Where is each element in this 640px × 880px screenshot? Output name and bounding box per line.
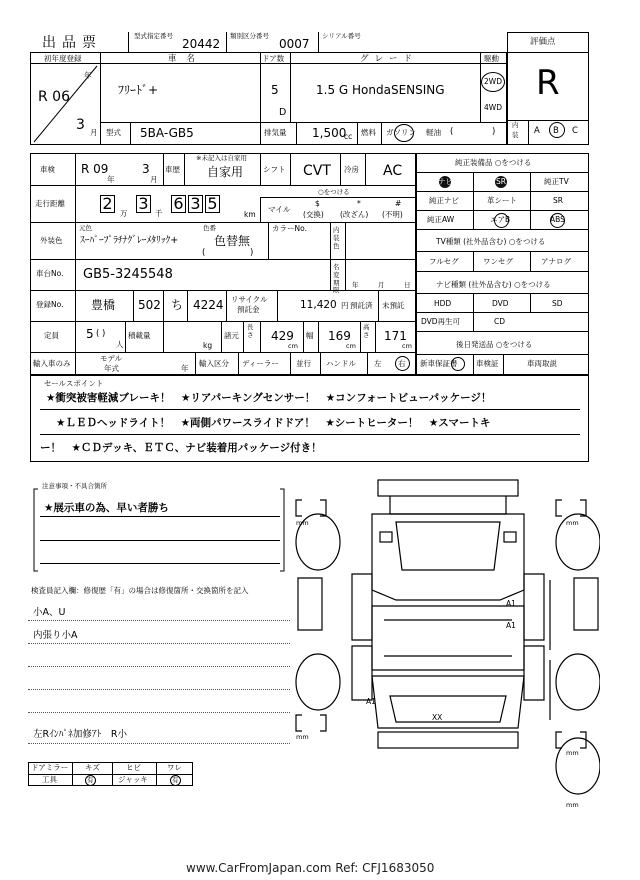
doors-label: ドア数 [262, 54, 285, 63]
fuel-gasoline: ガソリン [386, 128, 416, 137]
equip-airbag: エアB [490, 215, 511, 224]
grade: 1.5 G HondaSENSING [316, 83, 445, 97]
plate-class: 502 [138, 298, 161, 312]
class-no-label: 類別区分番号 [230, 32, 269, 40]
serial-label: シリアル番号 [322, 32, 361, 40]
displacement: 1,500 [312, 126, 347, 140]
mileage-digit: 2 [100, 195, 115, 213]
acc-jack-present: 有 [172, 776, 179, 784]
sales-point-label: セールスポイント [44, 379, 104, 388]
shift: CVT [303, 163, 331, 179]
vehicle-info-block [30, 153, 416, 375]
length: 429 [271, 329, 294, 343]
recycle-not-deposited: 未預託 [382, 301, 405, 310]
color-no-label: カラーNo. [272, 224, 307, 233]
interior-grade-c: C [572, 126, 578, 136]
mileage-label: 走行距離 [35, 199, 65, 208]
inspector-label: 検査員記入欄：修復歴「有」の場合は修復箇所・交換箇所を記入 [31, 586, 249, 595]
notes-frame [30, 482, 288, 575]
navi-dvd-playback: DVD再生可 [421, 317, 461, 326]
first-reg-label: 初年度登録 [44, 54, 82, 63]
mm-label: mm [296, 519, 309, 527]
evaluation-label: 評価点 [530, 37, 556, 47]
recycle-label: リサイクル [231, 295, 268, 304]
displacement-label: 排気量 [264, 128, 287, 137]
inspector-line: 小A、U [33, 607, 66, 618]
acc-scratch: キズ [85, 763, 100, 772]
shift-label: シフト [263, 165, 286, 174]
door-count: 5 [271, 83, 279, 97]
acc-break: ワレ [167, 763, 182, 772]
first-reg-month: 3 [76, 117, 85, 133]
plate-number: 4224 [193, 298, 224, 312]
model-no: 20442 [182, 37, 221, 51]
equip-navi: ナビ [438, 177, 453, 186]
usage-note: ※未記入は自家用 [196, 154, 247, 162]
color-change: 色替無 [214, 234, 251, 248]
car-name: ﾌﾘｰﾄﾞ+ [118, 83, 159, 97]
navi-cd: CD [494, 317, 506, 326]
handle-right: 右 [398, 359, 406, 368]
navi-hdd: HDD [434, 299, 452, 308]
car-name-label: 車名 [168, 54, 206, 64]
seats: 5 [86, 327, 94, 341]
inspection-value: R 09 [81, 162, 109, 176]
usage: 自家用 [207, 165, 244, 179]
plate-label: 登録No. [36, 300, 64, 309]
plate-kana: ち [171, 298, 184, 312]
later-inspection-cert: 車検証 [476, 359, 499, 368]
acc-crack: ヒビ [126, 763, 141, 772]
vehicle-damage-diagram [280, 470, 600, 820]
class-no: 0007 [279, 37, 310, 51]
equip-sr: SR [496, 177, 506, 186]
notes-line: ★展示車の為、早い者勝ち [44, 502, 169, 514]
mileage-digit: 3 [188, 195, 203, 213]
mm-label: mm [296, 733, 309, 741]
navi-sd: SD [552, 299, 563, 308]
tv-analog: アナログ [541, 257, 571, 266]
inspection-label: 車検 [40, 165, 55, 174]
grade-label: グレード [360, 54, 419, 64]
document-title: 出品票 [42, 35, 102, 51]
later-manual: 車両取説 [527, 359, 557, 368]
drive-2wd: 2WD [484, 77, 502, 86]
tv-oneseg: ワンセグ [483, 257, 513, 266]
plate-office: 豊橋 [91, 298, 116, 312]
navi-dvd: DVD [492, 299, 509, 308]
notes-label: 注意事項・不具合箇所 [42, 482, 107, 490]
inspector-line: 左Rｲﾝﾊﾟﾈ加修ｱﾄ R小 [33, 729, 127, 740]
later-warranty: 新車保証書 [420, 359, 458, 368]
acc-jack: ジャッキ [118, 775, 148, 784]
damage-mark: A1 [506, 621, 516, 630]
acc-tools: 工具 [42, 775, 57, 784]
evaluation-score: R [536, 63, 560, 103]
chassis-label: 車台No. [36, 269, 64, 278]
damage-mark: A1 [366, 697, 376, 706]
original-color: ｽｰﾊﾟｰﾌﾟﾗﾁﾅｸﾞﾚｰﾒﾀﾘｯｸ+ [80, 235, 179, 246]
damage-mark: XX [432, 713, 443, 722]
height: 171 [384, 329, 407, 343]
import-parallel: 並行 [296, 359, 311, 368]
equip-genuine-navi: 純正ナビ [429, 196, 459, 205]
width: 169 [328, 329, 351, 343]
drive-4wd: 4WD [484, 103, 502, 112]
chassis-number: GB5-3245548 [83, 267, 173, 282]
acc-tools-present: 有 [87, 776, 94, 784]
model-type: 5BA-GB5 [140, 126, 194, 140]
sales-point-line: ー！ ★ＣＤデッキ、ＥＴＣ、ナビ装着用パッケージ付き！ [40, 442, 322, 454]
recycle-deposited: 預託済 [350, 301, 373, 310]
interior-grade-b: B [553, 126, 559, 136]
mm-label: mm [566, 749, 579, 757]
watermark: www.CarFromJapan.com Ref: CFJ1683050 [186, 861, 435, 875]
model-no-label: 型式指定番号 [134, 32, 173, 40]
equip-genuine-tv: 純正TV [544, 177, 569, 186]
first-reg-era: R 06 [38, 89, 70, 105]
ac-label: 冷房 [344, 165, 359, 174]
import-type-label: 輸入区分 [199, 359, 229, 368]
mileage-digit: 5 [205, 195, 220, 213]
fuel-diesel: 軽油 [426, 128, 441, 137]
damage-mark: A1 [506, 599, 516, 608]
later-shipping-label: 後日発送品 ○をつける [456, 340, 533, 349]
tv-fullseg: フルセグ [429, 257, 459, 266]
fuel-label: 燃料 [361, 128, 376, 137]
docs-label: 諸元 [224, 331, 239, 340]
interior-grade-a: A [534, 126, 540, 136]
sales-point-line: ★ＬＥＤヘッドライト！ ★両側パワースライドドア！ ★シートヒーター！ ★スマートキ [56, 417, 491, 429]
usage-label: 車歴 [165, 165, 180, 174]
color-label: 外装色 [40, 236, 63, 245]
equip-genuine-aw: 純正AW [427, 215, 455, 224]
mileage-digit: 3 [136, 195, 151, 213]
equip-leather-seat: 革シート [487, 196, 517, 205]
diagonal-slash [32, 64, 99, 144]
genuine-equipment-label: 純正装備品 ○をつける [455, 158, 532, 167]
recycle-fee: 11,420 [300, 299, 337, 311]
navi-type-label: ナビ種類 (社外品含む) ○をつける [436, 280, 551, 289]
sales-point-line: ★衝突被害軽減ブレーキ！ ★リアパーキングセンサー！ ★コンフォートビューパッケージ！ [46, 392, 492, 404]
drive-label: 駆動 [484, 54, 499, 63]
inspection-month: 3 [142, 162, 150, 176]
handle-left: 左 [374, 359, 382, 368]
tv-type-label: TV種類 (社外品含む) ○をつける [436, 237, 546, 246]
interior-color-label: 内装色 [333, 226, 340, 250]
mm-label: mm [566, 801, 579, 809]
import-label: 輸入車のみ [33, 359, 71, 368]
mile-option: マイル [268, 205, 291, 214]
acc-door-mirror: ドアミラー [31, 763, 69, 772]
import-dealer: ディーラー [242, 359, 279, 368]
mm-label: mm [566, 519, 579, 527]
mileage-digit: 6 [171, 195, 186, 213]
ac: AC [383, 163, 403, 179]
equip-abs: ABS [550, 215, 565, 224]
mileage-circle-note: ○をつける [318, 188, 350, 196]
door-type: D [279, 107, 287, 118]
seats-label: 定員 [44, 331, 59, 340]
inspector-line: 内張り小A [33, 630, 78, 641]
name-change-label: 名変期限 [333, 263, 340, 295]
handle-label: ハンドル [326, 359, 356, 368]
load-label: 積載量 [128, 331, 151, 340]
equip-sunroof: SR [553, 196, 563, 205]
model-type-label: 型式 [106, 128, 121, 137]
